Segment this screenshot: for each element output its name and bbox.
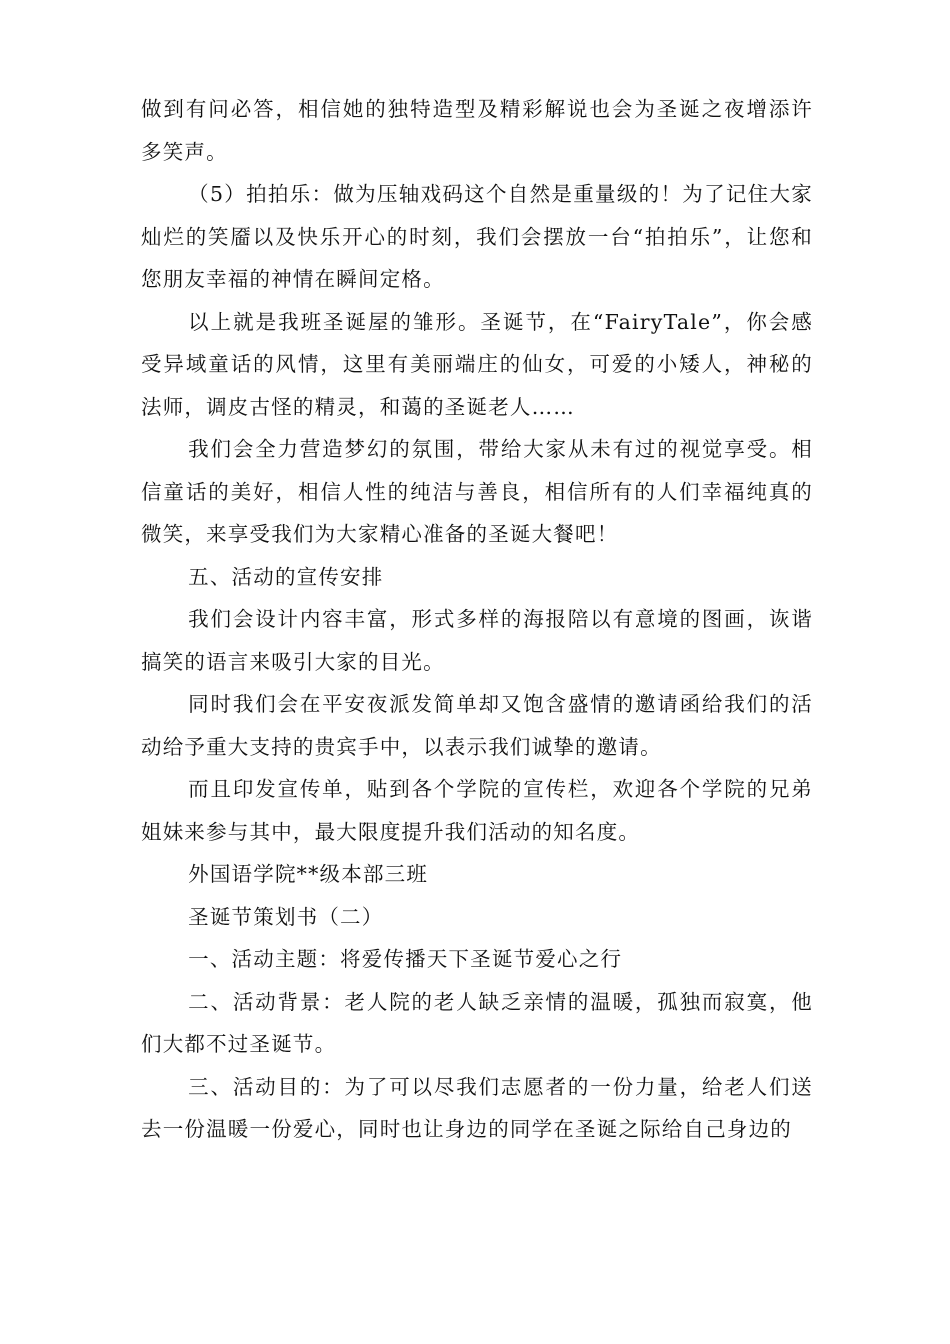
document-page xyxy=(141,88,813,1151)
paragraph-dream-atmosphere: 我们会全力营造梦幻的氛围，带给大家从未有过的视觉享受。相信童话的美好，相信人性的纯洁与善良，相信所有的人们幸福纯真的微笑，来享受我们为大家精心准备的圣诞大餐吧！ xyxy=(141,437,813,546)
paragraph-posters: 我们会设计内容丰富，形式多样的海报陪以有意境的图画，诙谐搞笑的语言来吸引大家的目光。 xyxy=(141,607,813,674)
document-title-part-two: 圣诞节策划书（二） xyxy=(188,904,384,929)
section-theme: 一、活动主题：将爱传播天下圣诞节爱心之行 xyxy=(188,947,623,971)
paragraph-laughter: 做到有问必答，相信她的独特造型及精彩解说也会为圣诞之夜增添许多笑声。 xyxy=(141,97,813,164)
paragraph-flyers: 而且印发宣传单，贴到各个学院的宣传栏，欢迎各个学院的兄弟姐妹来参与其中，最大限度提升我们活动的知名度。 xyxy=(141,777,813,844)
paragraph-invitations: 同时我们会在平安夜派发简单却又饱含盛情的邀请函给我们的活动给予重大支持的贵宾手中，以表示我们诚挚的邀请。 xyxy=(141,692,813,759)
paragraph-christmas-house: 以上就是我班圣诞屋的雏形。圣诞节，在“FairyTale”，你会感受异域童话的风情，这里有美丽端庄的仙女，可爱的小矮人，神秘的法师，调皮古怪的精灵，和蔼的圣诞老人…… xyxy=(141,309,813,419)
signature-class: 外国语学院**级本部三班 xyxy=(188,862,429,886)
paragraph-photo-booth: （5）拍拍乐：做为压轴戏码这个自然是重量级的！为了记住大家灿烂的笑靥以及快乐开心的时刻，我们会摆放一台“拍拍乐”，让您和您朋友幸福的神情在瞬间定格。 xyxy=(141,182,813,291)
section-background: 二、活动背景：老人院的老人缺乏亲情的温暖，孤独而寂寞，他们大都不过圣诞节。 xyxy=(141,989,813,1056)
section-purpose: 三、活动目的：为了可以尽我们志愿者的一份力量，给老人们送去一份温暖一份爱心，同时也让身边的同学在圣诞之际给自己身边的 xyxy=(141,1074,813,1141)
section-heading-publicity: 五、活动的宣传安排 xyxy=(188,564,384,589)
